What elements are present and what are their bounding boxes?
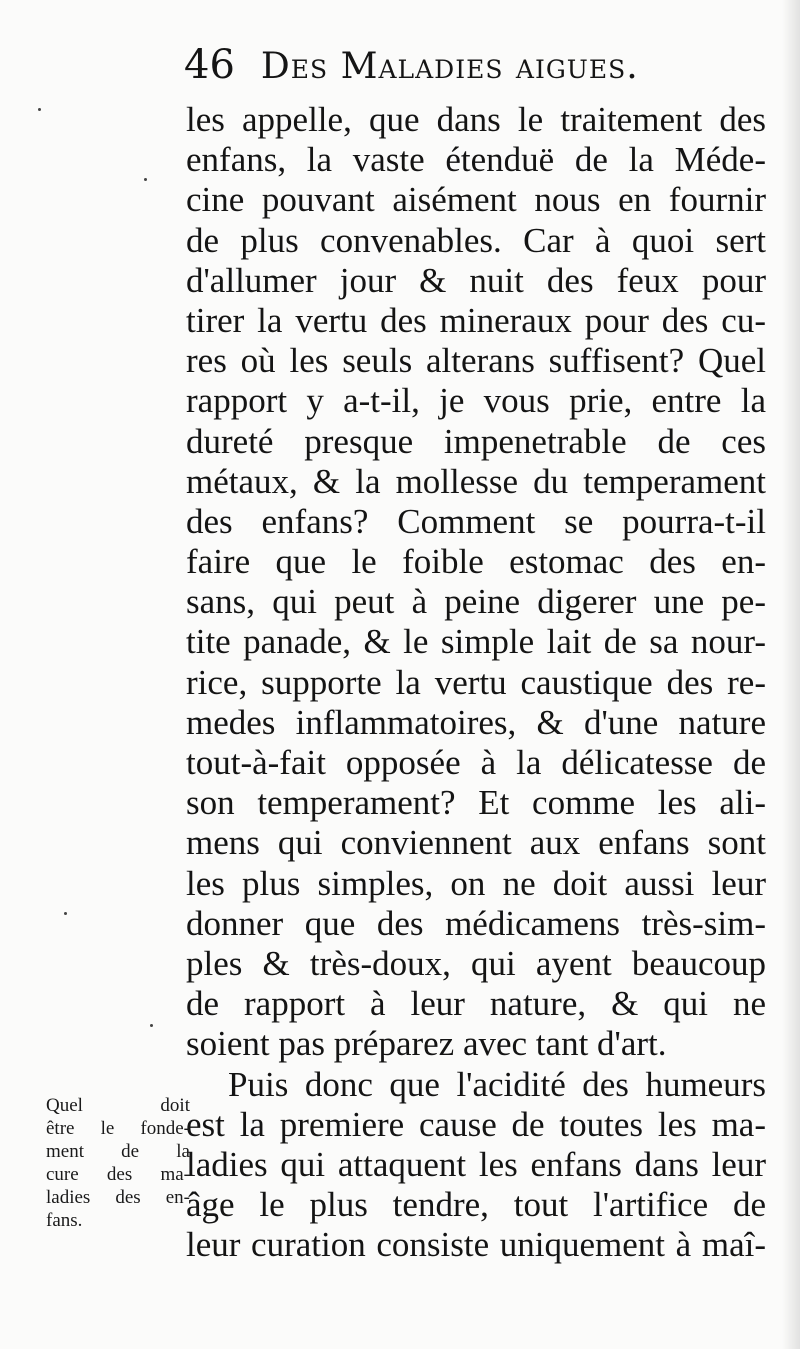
text-line: ples & très-doux, qui ayent beaucoup: [186, 943, 766, 983]
paper-speck: [38, 108, 41, 111]
text-line: son temperament? Et comme les ali-: [186, 783, 766, 823]
text-line: leur curation consiste uniquement à maî-: [186, 1225, 766, 1265]
text-line: d'allumer jour & nuit des feux pour: [186, 260, 766, 300]
text-line: tout-à-fait opposée à la délicatesse de: [186, 743, 766, 782]
page-number: 46: [184, 42, 235, 88]
text-line: de rapport à leur nature, & qui ne: [186, 984, 766, 1024]
text-line: enfans, la vaste étenduë de la Méde-: [186, 140, 766, 180]
running-head: [184, 42, 639, 98]
text-line: les appelle, que dans le traitement des: [186, 100, 766, 139]
marginal-note-line: ladies des en-: [46, 1187, 190, 1208]
running-head-title: Des Maladies aigues.: [260, 46, 639, 87]
marginal-note-line: Quel doit: [46, 1095, 190, 1116]
paper-speck: [150, 1024, 153, 1027]
text-line: les plus simples, on ne doit aussi leur: [186, 863, 766, 903]
paragraph-start-line: Puis donc que l'acidité des humeurs: [228, 1064, 766, 1104]
body-text: [186, 100, 766, 1265]
text-line: mens qui conviennent aux enfans sont: [186, 823, 766, 863]
text-line: res où les seuls alterans suffisent? Quel: [186, 341, 766, 381]
text-line: faire que le foible estomac des en-: [186, 542, 766, 582]
marginal-note: [46, 1094, 190, 1232]
text-line: métaux, & la mollesse du temperament: [186, 461, 766, 501]
text-line: est la premiere cause de toutes les ma-: [186, 1104, 766, 1144]
text-line: rapport y a-t-il, je vous prie, entre la: [186, 381, 766, 421]
paper-speck: [64, 912, 67, 915]
text-line: donner que des médicamens très-sim-: [186, 903, 766, 943]
page-edge-shadow: [782, 0, 800, 1349]
text-line: cine pouvant aisément nous en fournir: [186, 180, 766, 220]
text-line: tite panade, & le simple lait de sa nour-: [186, 622, 766, 662]
text-line: de plus convenables. Car à quoi sert: [186, 220, 766, 260]
marginal-note-line: ment de la: [46, 1141, 190, 1162]
paragraph-end-line: soient pas préparez avec tant d'art.: [186, 1024, 667, 1064]
text-line: tirer la vertu des mineraux pour des cu-: [186, 300, 766, 340]
marginal-note-line: fans.: [46, 1210, 83, 1231]
text-line: des enfans? Comment se pourra-t-il: [186, 501, 766, 541]
text-line: dureté presque impenetrable de ces: [186, 421, 766, 461]
text-line: medes inflammatoires, & d'une nature: [186, 702, 766, 742]
marginal-note-line: être le fonde-: [46, 1118, 190, 1139]
text-line: âge le plus tendre, tout l'artifice de: [186, 1185, 766, 1225]
marginal-note-line: cure des ma-: [46, 1164, 190, 1185]
text-line: rice, supporte la vertu caustique des re-: [186, 662, 766, 702]
text-line: sans, qui peut à peine digerer une pe-: [186, 582, 766, 622]
paper-speck: [144, 178, 147, 181]
text-line: ladies qui attaquent les enfans dans leur: [186, 1144, 766, 1184]
